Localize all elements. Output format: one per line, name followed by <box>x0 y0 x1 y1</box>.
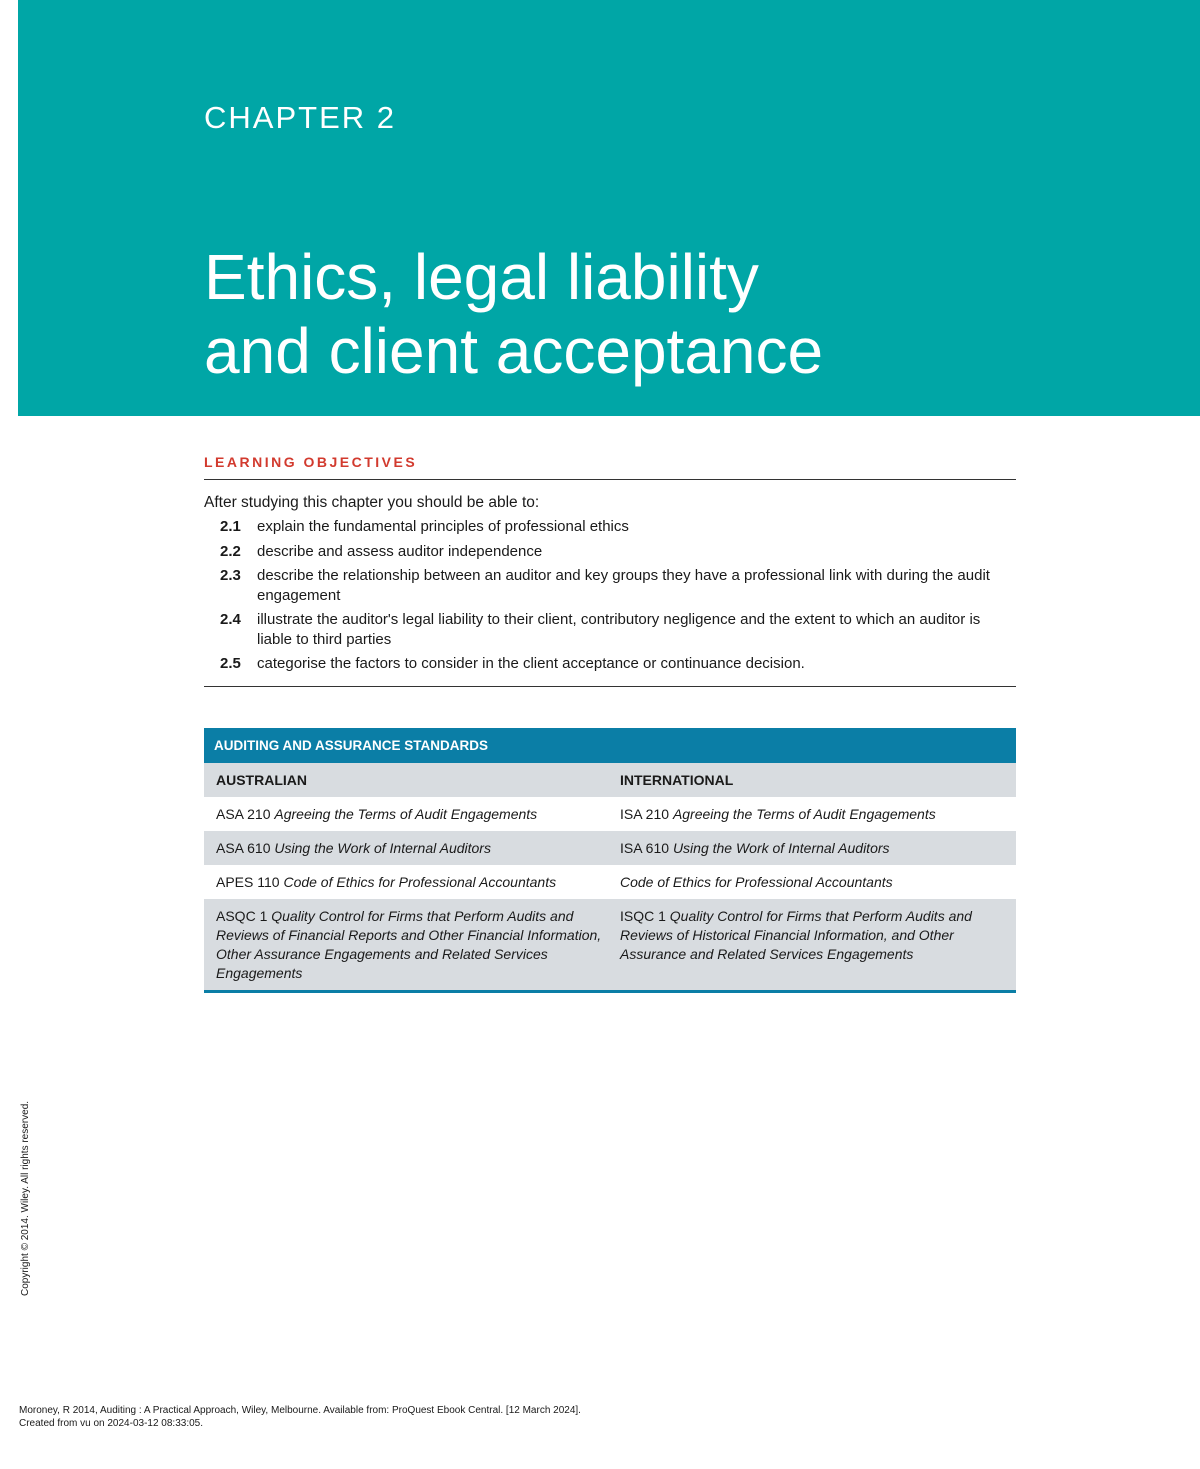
standard-title: Quality Control for Firms that Perform Audits and Reviews of Financial Reports and Other Financial Information, Other Assurance Engagements and Related Services Engagements <box>216 908 602 981</box>
australian-standard-cell <box>204 899 608 990</box>
objective-item <box>204 517 1016 537</box>
international-standard-cell <box>608 797 1016 831</box>
standard-code: APES 110 <box>216 874 284 890</box>
standard-code: ISQC 1 <box>620 908 670 924</box>
standard-title: Agreeing the Terms of Audit Engagements <box>274 806 538 822</box>
objective-text: categorise the factors to consider in the client acceptance or continuance decision. <box>257 655 805 672</box>
objective-number: 2.1 <box>220 518 241 535</box>
learning-objectives-list <box>204 517 1016 679</box>
divider-top <box>204 479 1016 480</box>
standards-column-headers <box>204 763 1016 797</box>
standard-title: Using the Work of Internal Auditors <box>274 840 491 856</box>
objective-number: 2.3 <box>220 567 241 584</box>
learning-objectives-heading: LEARNING OBJECTIVES <box>204 454 418 470</box>
table-row <box>204 797 1016 831</box>
standard-title: Code of Ethics for Professional Accountants <box>283 874 557 890</box>
objective-item <box>204 654 1016 674</box>
international-standard-cell <box>608 865 1016 899</box>
international-standard-cell <box>608 831 1016 865</box>
standard-code: ASQC 1 <box>216 908 272 924</box>
objective-text: explain the fundamental principles of professional ethics <box>257 518 629 535</box>
table-row <box>204 831 1016 865</box>
australian-standard-cell <box>204 797 608 831</box>
chapter-label: CHAPTER 2 <box>204 100 396 135</box>
international-standard-cell <box>608 899 1016 990</box>
objective-item <box>204 610 1016 649</box>
table-row <box>204 865 1016 899</box>
standards-table <box>204 728 1016 993</box>
column-header-international: INTERNATIONAL <box>620 772 734 788</box>
standards-table-header: AUDITING AND ASSURANCE STANDARDS <box>204 728 1016 763</box>
standard-title: Using the Work of Internal Auditors <box>672 840 890 856</box>
standard-code: ISA 210 <box>620 806 673 822</box>
australian-standard-cell <box>204 831 608 865</box>
standard-code: ISA 610 <box>620 840 673 856</box>
learning-objectives-intro: After studying this chapter you should be able to: <box>204 494 540 511</box>
footer-citation: Moroney, R 2014, Auditing : A Practical Approach, Wiley, Melbourne. Available from: ProQuest Ebook Central. [12 March 2024]. <box>19 1405 581 1416</box>
objective-text: describe and assess auditor independence <box>257 542 543 560</box>
column-header-australian: AUSTRALIAN <box>216 772 307 788</box>
side-copyright: Copyright © 2014. Wiley. All rights reserved. <box>20 1100 31 1296</box>
footer-created: Created from vu on 2024-03-12 08:33:05. <box>19 1418 204 1429</box>
objective-item <box>204 566 1016 605</box>
objective-text: illustrate the auditor's legal liability to their client, contributory negligence and the extent to which an auditor is liable to third parties <box>257 611 981 648</box>
standard-title: Quality Control for Firms that Perform Audits and Reviews of Historical Financial Information, and Other Assurance and Related Services Engagements <box>620 908 972 962</box>
chapter-title-line-1: Ethics, legal liability <box>204 241 759 313</box>
standard-code: ASA 610 <box>216 840 275 856</box>
table-row <box>204 899 1016 990</box>
standard-title: Agreeing the Terms of Audit Engagements <box>672 806 936 822</box>
page-footer <box>19 1404 581 1430</box>
chapter-title <box>204 240 1104 388</box>
divider-bottom <box>204 686 1016 687</box>
objective-number: 2.4 <box>220 611 241 628</box>
objective-item <box>204 542 1016 562</box>
objective-number: 2.5 <box>220 655 241 672</box>
standard-title: Code of Ethics for Professional Accountants <box>620 874 893 890</box>
chapter-title-line-2: and client acceptance <box>204 315 824 387</box>
table-bottom-rule <box>204 990 1016 993</box>
objective-text: describe the relationship between an auditor and key groups they have a professional link with during the audit engagement <box>257 567 990 604</box>
standard-code: ASA 210 <box>216 806 275 822</box>
objective-number: 2.2 <box>220 542 241 560</box>
australian-standard-cell <box>204 865 608 899</box>
